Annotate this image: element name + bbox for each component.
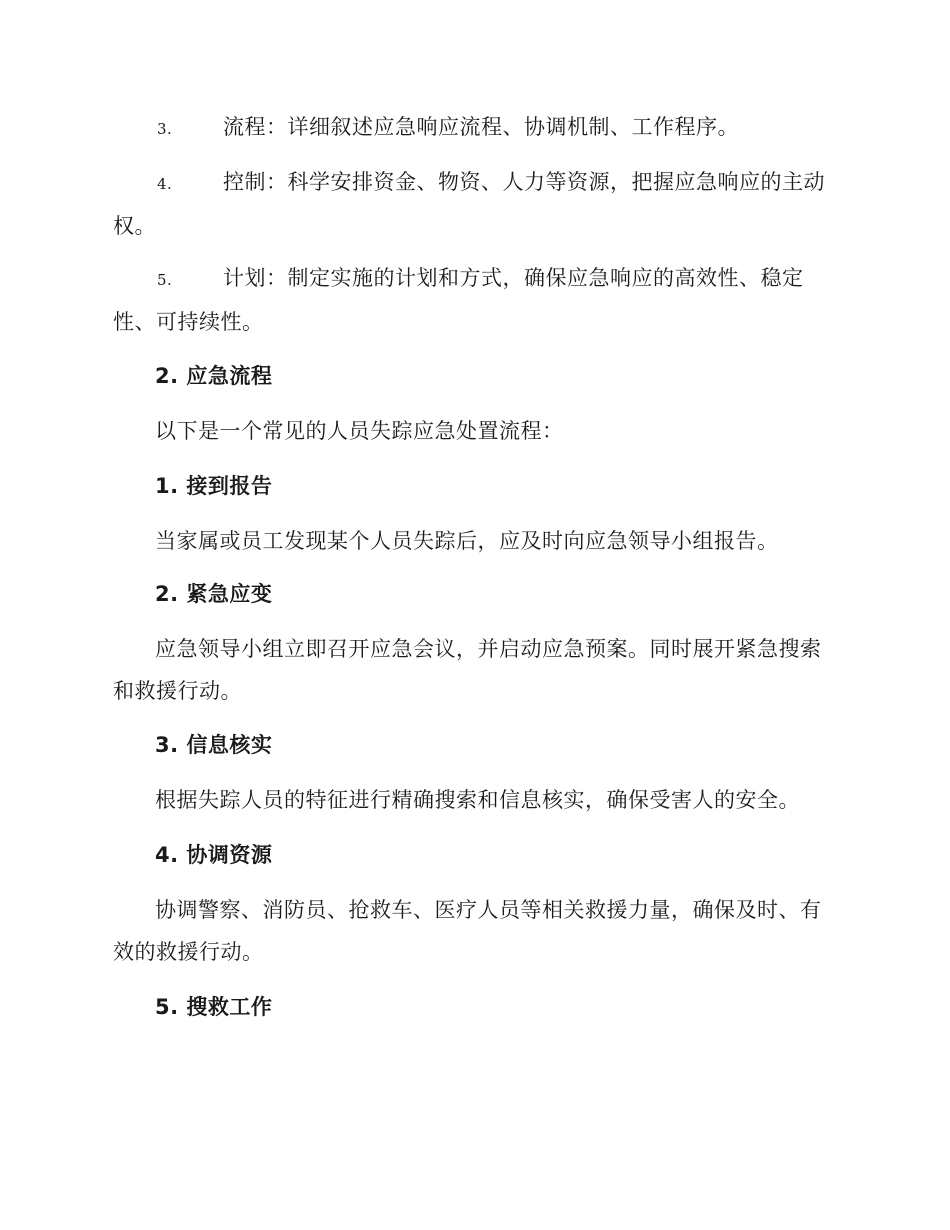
step-paragraph: 当家属或员工发现某个人员失踪后，应及时向应急领导小组报告。 [155, 529, 779, 553]
step-heading: 2. 紧急应变 [155, 582, 273, 606]
list-number: 3. [157, 120, 173, 138]
list-text: 流程：详细叙述应急响应流程、协调机制、工作程序。 [223, 115, 739, 139]
section-heading: 2. 应急流程 [155, 364, 273, 388]
list-item [113, 161, 833, 247]
list-item [113, 106, 833, 150]
step-heading: 1. 接到报告 [155, 474, 273, 498]
list-text: 计划：制定实施的计划和方式，确保应急响应的高效性、稳定性、可持续性。 [113, 266, 804, 334]
list-item [113, 257, 833, 343]
step-heading: 3. 信息核实 [155, 733, 273, 757]
list-number: 4. [157, 175, 173, 193]
step-paragraph: 应急领导小组立即召开应急会议，并启动应急预案。同时展开紧急搜索和救援行动。 [113, 637, 822, 703]
step-heading: 5. 搜救工作 [155, 995, 273, 1019]
intro-paragraph: 以下是一个常见的人员失踪应急处置流程： [155, 419, 564, 443]
step-paragraph: 协调警察、消防员、抢救车、医疗人员等相关救援力量，确保及时、有效的救援行动。 [113, 898, 822, 964]
step-paragraph: 根据失踪人员的特征进行精确搜索和信息核实，确保受害人的安全。 [155, 788, 800, 812]
list-text: 控制：科学安排资金、物资、人力等资源，把握应急响应的主动权。 [113, 170, 825, 238]
step-heading: 4. 协调资源 [155, 843, 273, 867]
list-number: 5. [157, 271, 173, 289]
